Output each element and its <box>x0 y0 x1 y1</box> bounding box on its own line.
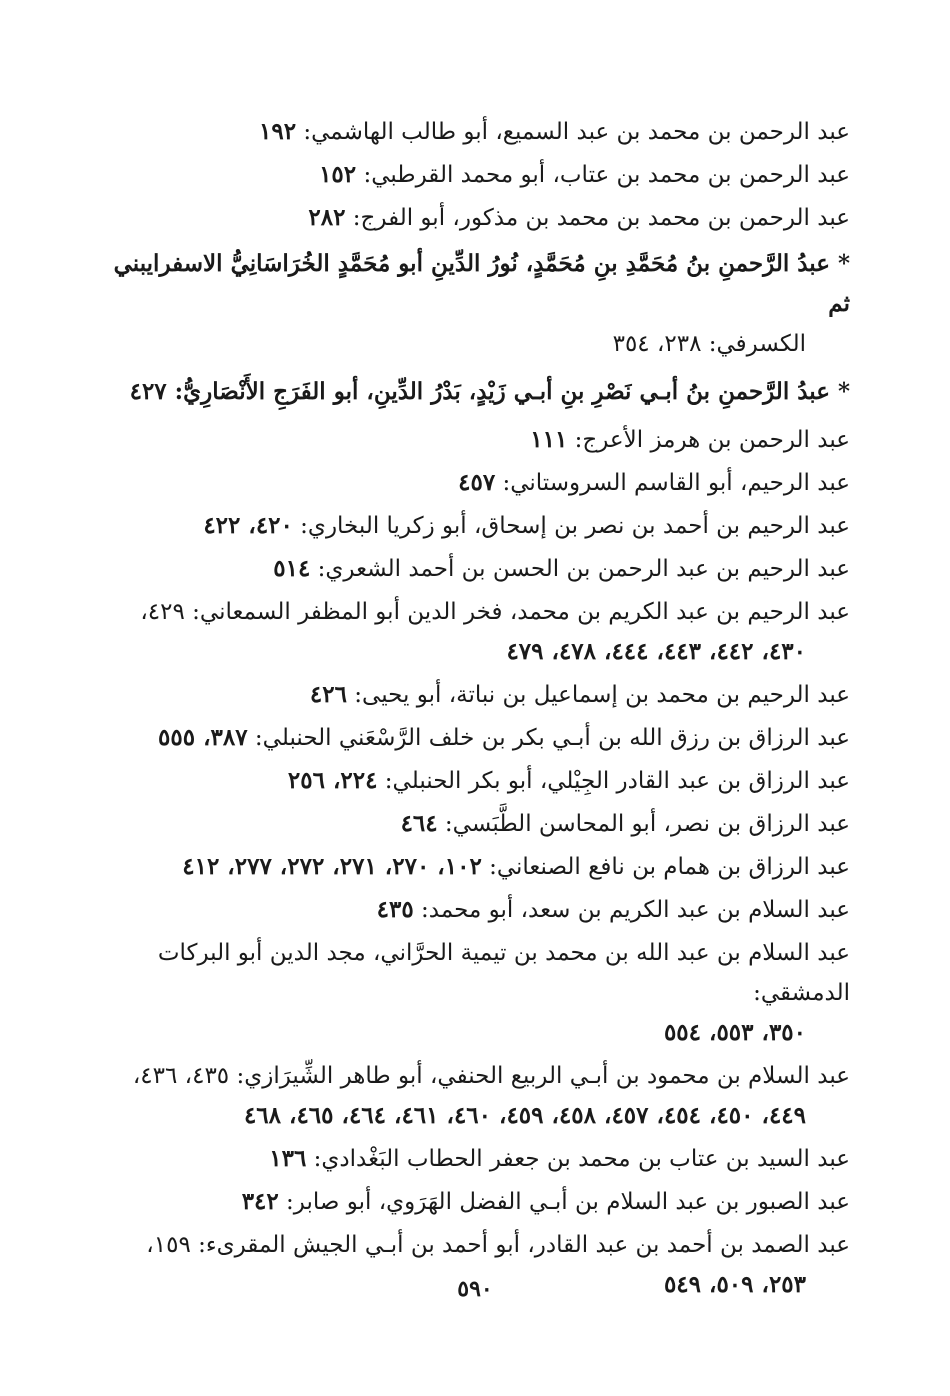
index-entry-18: عبد السلام بن محمود بن أبـي الربيع الحنفي، أبو طاهر الشِّيرَازي: ٤٣٥، ٤٣٦، ٤٤٩، ٤٥٠، ٤٥٤، ٤٥٧، ٤٥٨، ٤٥٩، ٤٦٠، ٤٦١، ٤٦٤، ٤٦٥، ٤٦٨ <box>132 1063 850 1129</box>
index-entry-20: عبد الصبور بن عبد السلام بن أبـي الفضل الهَرَوي، أبو صابر: ٣٤٢ <box>241 1188 850 1215</box>
index-entry-3: عبد الرحمن بن محمد بن محمد بن مذكور، أبو الفرج: ٢٨٢ <box>308 204 850 231</box>
index-entry-11: عبد الرحيم بن محمد بن إسماعيل بن نباتة، أبو يحيى: ٤٢٦ <box>309 681 850 708</box>
index-entry-19: عبد السيد بن عتاب بن محمد بن جعفر الحطاب البَغْدادي: ١٣٦ <box>269 1145 850 1172</box>
page-number: ٥٩٠ <box>457 1276 493 1302</box>
index-entry-9: عبد الرحيم بن عبد الرحمن بن الحسن بن أحمد الشعري: ٥١٤ <box>273 555 850 582</box>
index-entry-8: عبد الرحيم بن أحمد بن نصر بن إسحاق، أبو زكريا البخاري: ٤٢٠، ٤٢٢ <box>203 512 850 539</box>
index-page <box>90 112 850 1308</box>
index-entry-14: عبد الرزاق بن نصر، أبو المحاسن الطَّبَسي: ٤٦٤ <box>400 810 850 837</box>
index-entry-12: عبد الرزاق بن رزق الله بن أبـي بكر بن خلف الرَّسْعَني الحنبلي: ٣٨٧، ٥٥٥ <box>158 724 850 751</box>
index-entry-16: عبد السلام بن عبد الكريم بن سعد، أبو محمد: ٤٣٥ <box>376 896 850 923</box>
index-entry-5-starred: * عبدُ الرَّحمنِ بنُ أبـي نَصْرِ بنِ أبـي زَيْدٍ، بَدْرُ الدِّينِ، أبو الفَرَجِ الأَنْصَارِيُّ: ٤٢٧ <box>129 378 850 405</box>
index-entry-1: عبد الرحمن بن محمد بن عبد السميع، أبو طالب الهاشمي: ١٩٢ <box>258 118 850 145</box>
index-entry-10: عبد الرحيم بن عبد الكريم بن محمد، فخر الدين أبو المظفر السمعاني: ٤٢٩، ٤٣٠، ٤٤٢، ٤٤٣، ٤٤٤، ٤٧٨، ٤٧٩ <box>140 599 850 665</box>
index-entry-15: عبد الرزاق بن همام بن نافع الصنعاني: ١٠٢، ٢٧٠، ٢٧١، ٢٧٢، ٢٧٧، ٤١٢ <box>182 853 850 880</box>
index-entry-13: عبد الرزاق بن عبد القادر الجِيْلي، أبو بكر الحنبلي: ٢٢٤، ٢٥٦ <box>287 767 850 794</box>
index-entry-6: عبد الرحمن بن هرمز الأعرج: ١١١ <box>530 426 850 453</box>
index-entry-2: عبد الرحمن بن محمد بن عتاب، أبو محمد القرطبي: ١٥٢ <box>319 161 850 188</box>
index-entry-4-starred: * عبدُ الرَّحمنِ بنُ مُحَمَّدِ بنِ مُحَمَّدٍ، نُورُ الدِّينِ أبو مُحَمَّدٍ الخُرَاسَانِيُّ الاسفرايبني ثم الكسرفي: ٢٣٨، ٣٥٤ <box>113 250 850 357</box>
index-entry-7: عبد الرحيم، أبو القاسم السروستاني: ٤٥٧ <box>458 469 850 496</box>
index-entry-17: عبد السلام بن عبد الله بن محمد بن تيمية الحرَّاني، مجد الدين أبو البركات الدمشقي: ٣٥٠، ٥٥٣، ٥٥٤ <box>157 940 850 1046</box>
index-entry-21: عبد الصمد بن أحمد بن عبد القادر، أبو أحمد بن أبـي الجيش المقرىء: ١٥٩، ٢٥٣، ٥٠٩، ٥٤٩ <box>146 1232 850 1298</box>
